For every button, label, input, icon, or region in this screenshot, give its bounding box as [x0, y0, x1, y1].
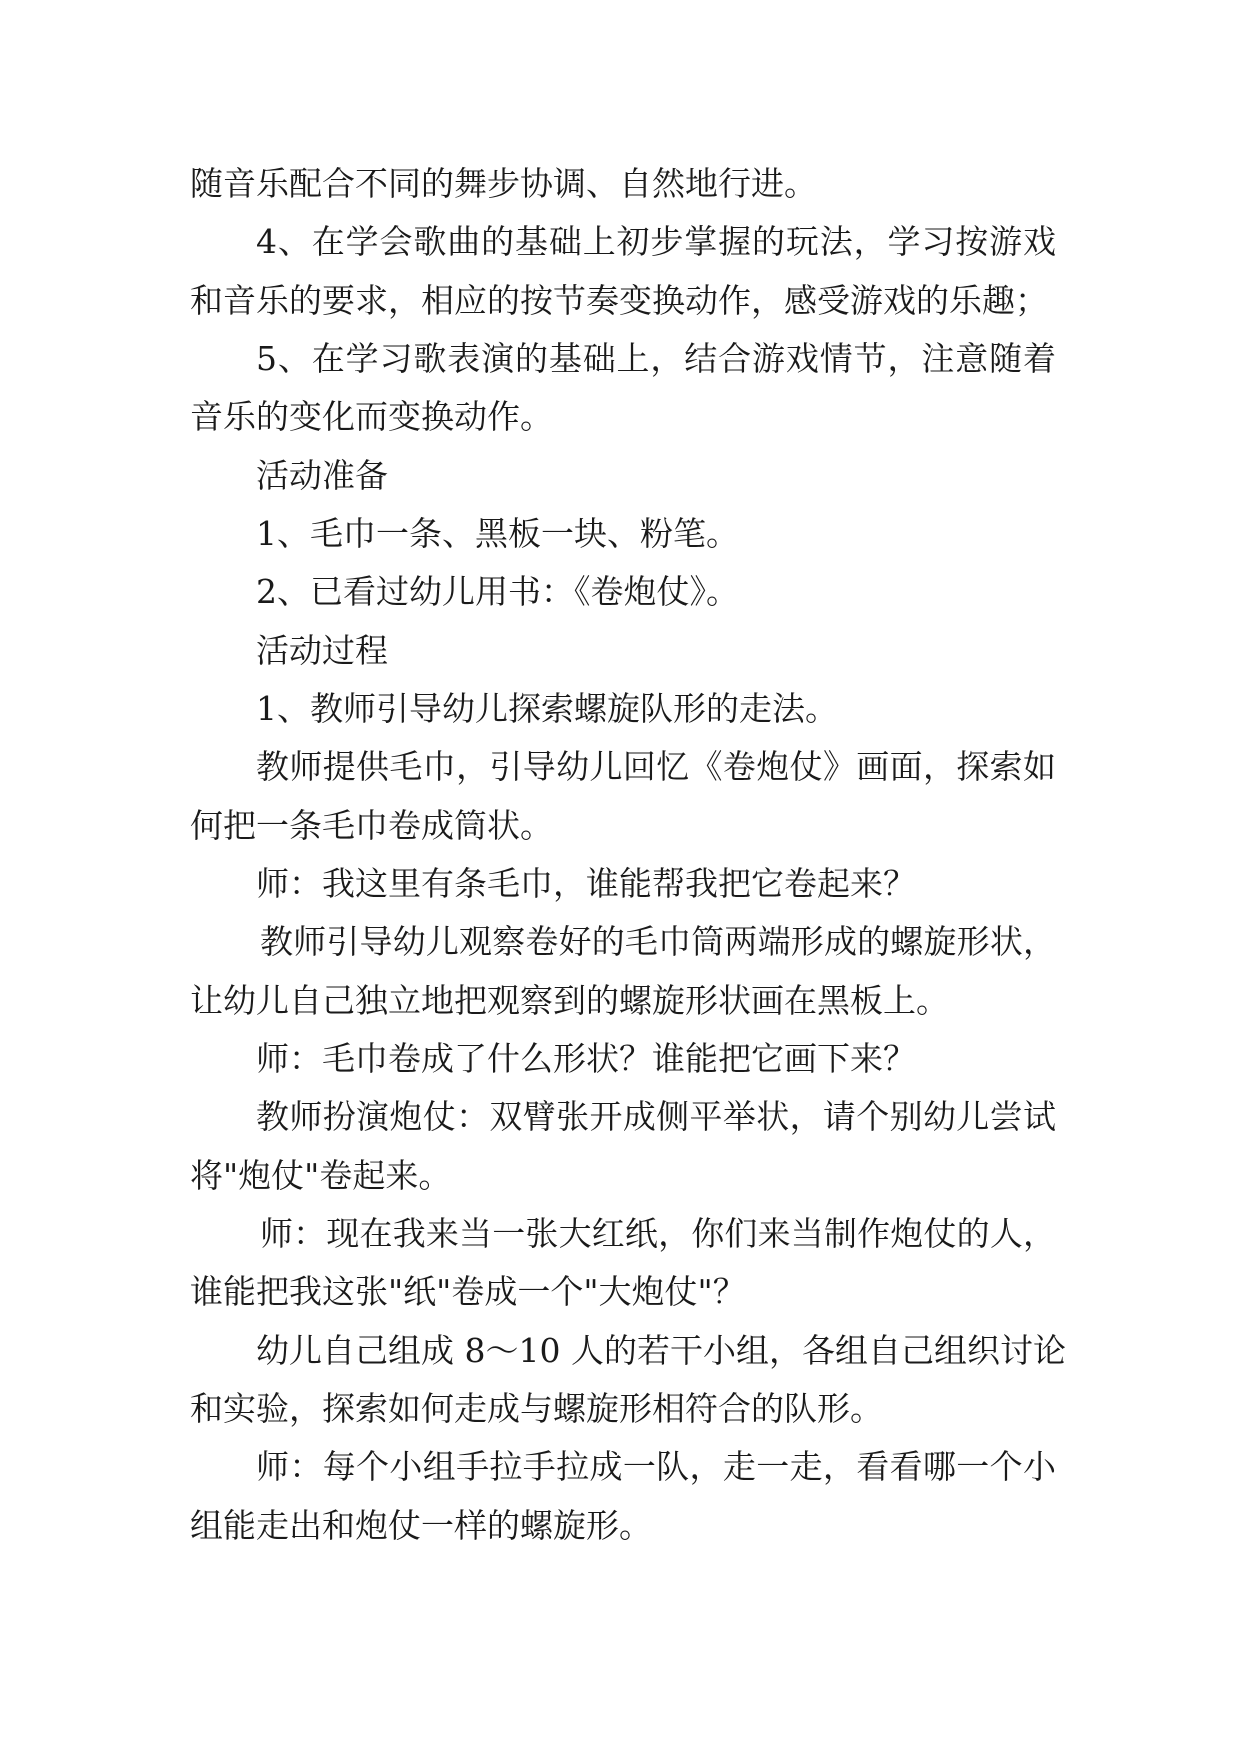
paragraph: [190, 680, 1056, 738]
paragraph: [190, 913, 1056, 1030]
body-line: 和音乐的要求，相应的按节奏变换动作，感受游戏的乐趣；: [190, 280, 1048, 320]
body-line: 5、在学习歌表演的基础上，结合游戏情节，注意随着: [256, 338, 1056, 378]
body-line: 组能走出和炮仗一样的螺旋形。: [190, 1505, 652, 1545]
body-line: 随音乐配合不同的舞步协调、自然地行进。: [190, 164, 817, 203]
document-body: [190, 155, 1066, 1555]
paragraph: [190, 855, 1056, 913]
paragraph: [190, 1438, 1056, 1555]
body-line: 教师提供毛巾，引导幼儿回忆《卷炮仗》画面，探索如: [256, 747, 1056, 787]
body-line: 何把一条毛巾卷成筒状。: [190, 805, 553, 845]
paragraph: [190, 330, 1056, 447]
body-line: 和实验，探索如何走成与螺旋形相符合的队形。: [190, 1388, 883, 1428]
body-line: 4、在学会歌曲的基础上初步掌握的玩法，学习按游戏: [256, 222, 1056, 262]
body-line: 音乐的变化而变换动作。: [190, 397, 553, 437]
paragraph: [190, 1322, 1066, 1439]
paragraph: [190, 1030, 1056, 1088]
body-line: 2、已看过幼儿用书：《卷炮仗》。: [256, 572, 739, 612]
paragraph: [190, 1205, 1056, 1322]
paragraph: [190, 738, 1056, 855]
body-line: 师：毛巾卷成了什么形状？谁能把它画下来？: [256, 1038, 916, 1078]
body-line: 1、毛巾一条、黑板一块、粉笔。: [256, 513, 739, 553]
body-line: 将"炮仗"卷起来。: [190, 1155, 452, 1195]
section-heading: [190, 447, 1056, 505]
section-heading-text: 活动准备: [256, 455, 388, 495]
paragraph: [190, 155, 1056, 213]
body-line: 师：我这里有条毛巾，谁能帮我把它卷起来？: [256, 863, 916, 903]
body-line: 师：每个小组手拉手拉成一队，走一走，看看哪一个小: [256, 1447, 1056, 1487]
body-line: 让幼儿自己独立地把观察到的螺旋形状画在黑板上。: [190, 980, 949, 1020]
body-line: 教师引导幼儿观察卷好的毛巾筒两端形成的螺旋形状，: [260, 922, 1056, 962]
paragraph: [190, 1088, 1056, 1205]
body-line: 教师扮演炮仗：双臂张开成侧平举状，请个别幼儿尝试: [256, 1097, 1056, 1137]
body-line: 谁能把我这张"纸"卷成一个"大炮仗"？: [190, 1272, 746, 1312]
body-line: 1、教师引导幼儿探索螺旋队形的走法。: [256, 688, 838, 728]
section-heading: [190, 622, 1056, 680]
body-line: 幼儿自己组成 8～10 人的若干小组，各组自己组织讨论: [256, 1330, 1066, 1370]
body-line: 师：现在我来当一张大红纸，你们来当制作炮仗的人，: [260, 1213, 1056, 1253]
paragraph: [190, 505, 1056, 563]
paragraph: [190, 563, 1056, 621]
paragraph: [190, 213, 1056, 330]
section-heading-text: 活动过程: [256, 630, 388, 670]
